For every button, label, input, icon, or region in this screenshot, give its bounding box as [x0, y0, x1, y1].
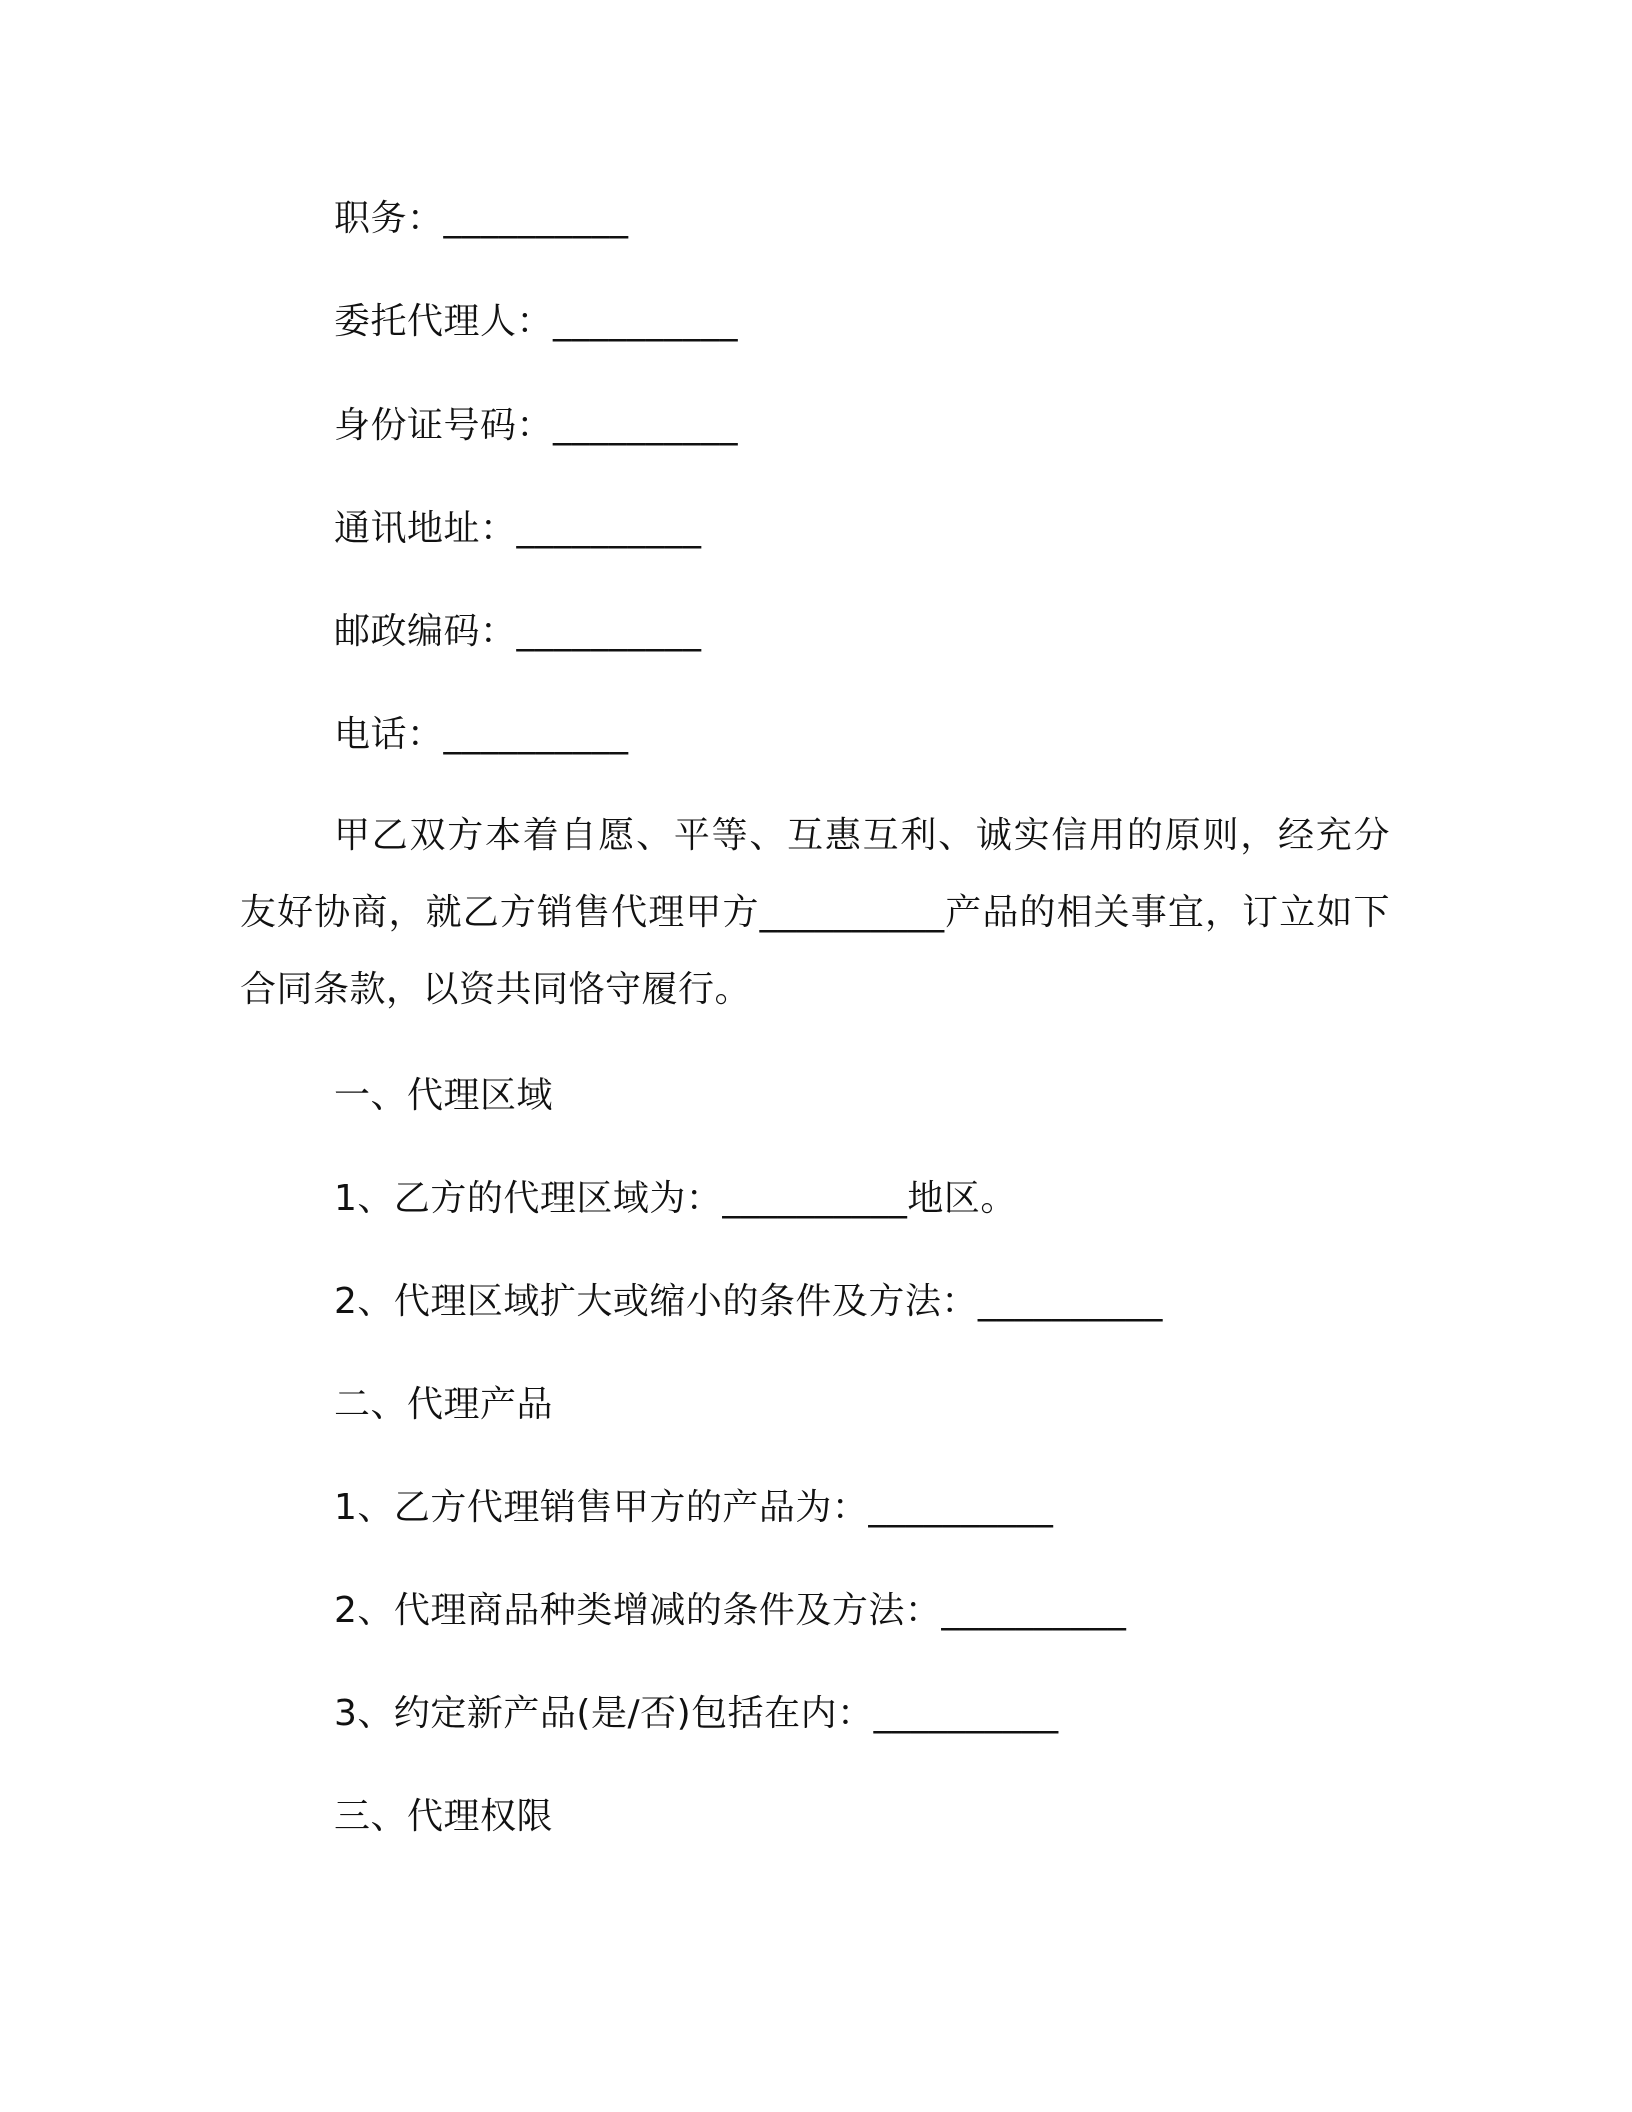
- section-heading-products: 二、代理产品: [334, 1384, 554, 1425]
- field-postal-code: 邮政编码：__________: [334, 611, 702, 652]
- field-agent: 委托代理人：__________: [334, 301, 739, 342]
- section-2-item-2: 2、代理商品种类增减的条件及方法：__________: [334, 1590, 1127, 1631]
- field-address: 通讯地址：__________: [334, 508, 702, 549]
- section-heading-region: 一、代理区域: [334, 1075, 554, 1116]
- intro-paragraph: 甲乙双方本着自愿、平等、互惠互利、诚实信用的原则，经充分友好协商，就乙方销售代理甲方__________产品的相关事宜，订立如下合同条款，以资共同恪守履行。: [240, 815, 1390, 1010]
- field-id-number: 身份证号码：__________: [334, 405, 739, 446]
- section-2-item-1: 1、乙方代理销售甲方的产品为：__________: [334, 1487, 1054, 1528]
- section-heading-authority: 三、代理权限: [334, 1796, 554, 1837]
- field-phone: 电话：__________: [334, 714, 629, 755]
- section-2-item-3: 3、约定新产品(是/否)包括在内：__________: [334, 1693, 1059, 1734]
- section-1-item-1: 1、乙方的代理区域为：__________地区。: [334, 1178, 1017, 1219]
- section-1-item-2: 2、代理区域扩大或缩小的条件及方法：__________: [334, 1281, 1163, 1322]
- field-position: 职务：__________: [334, 198, 629, 239]
